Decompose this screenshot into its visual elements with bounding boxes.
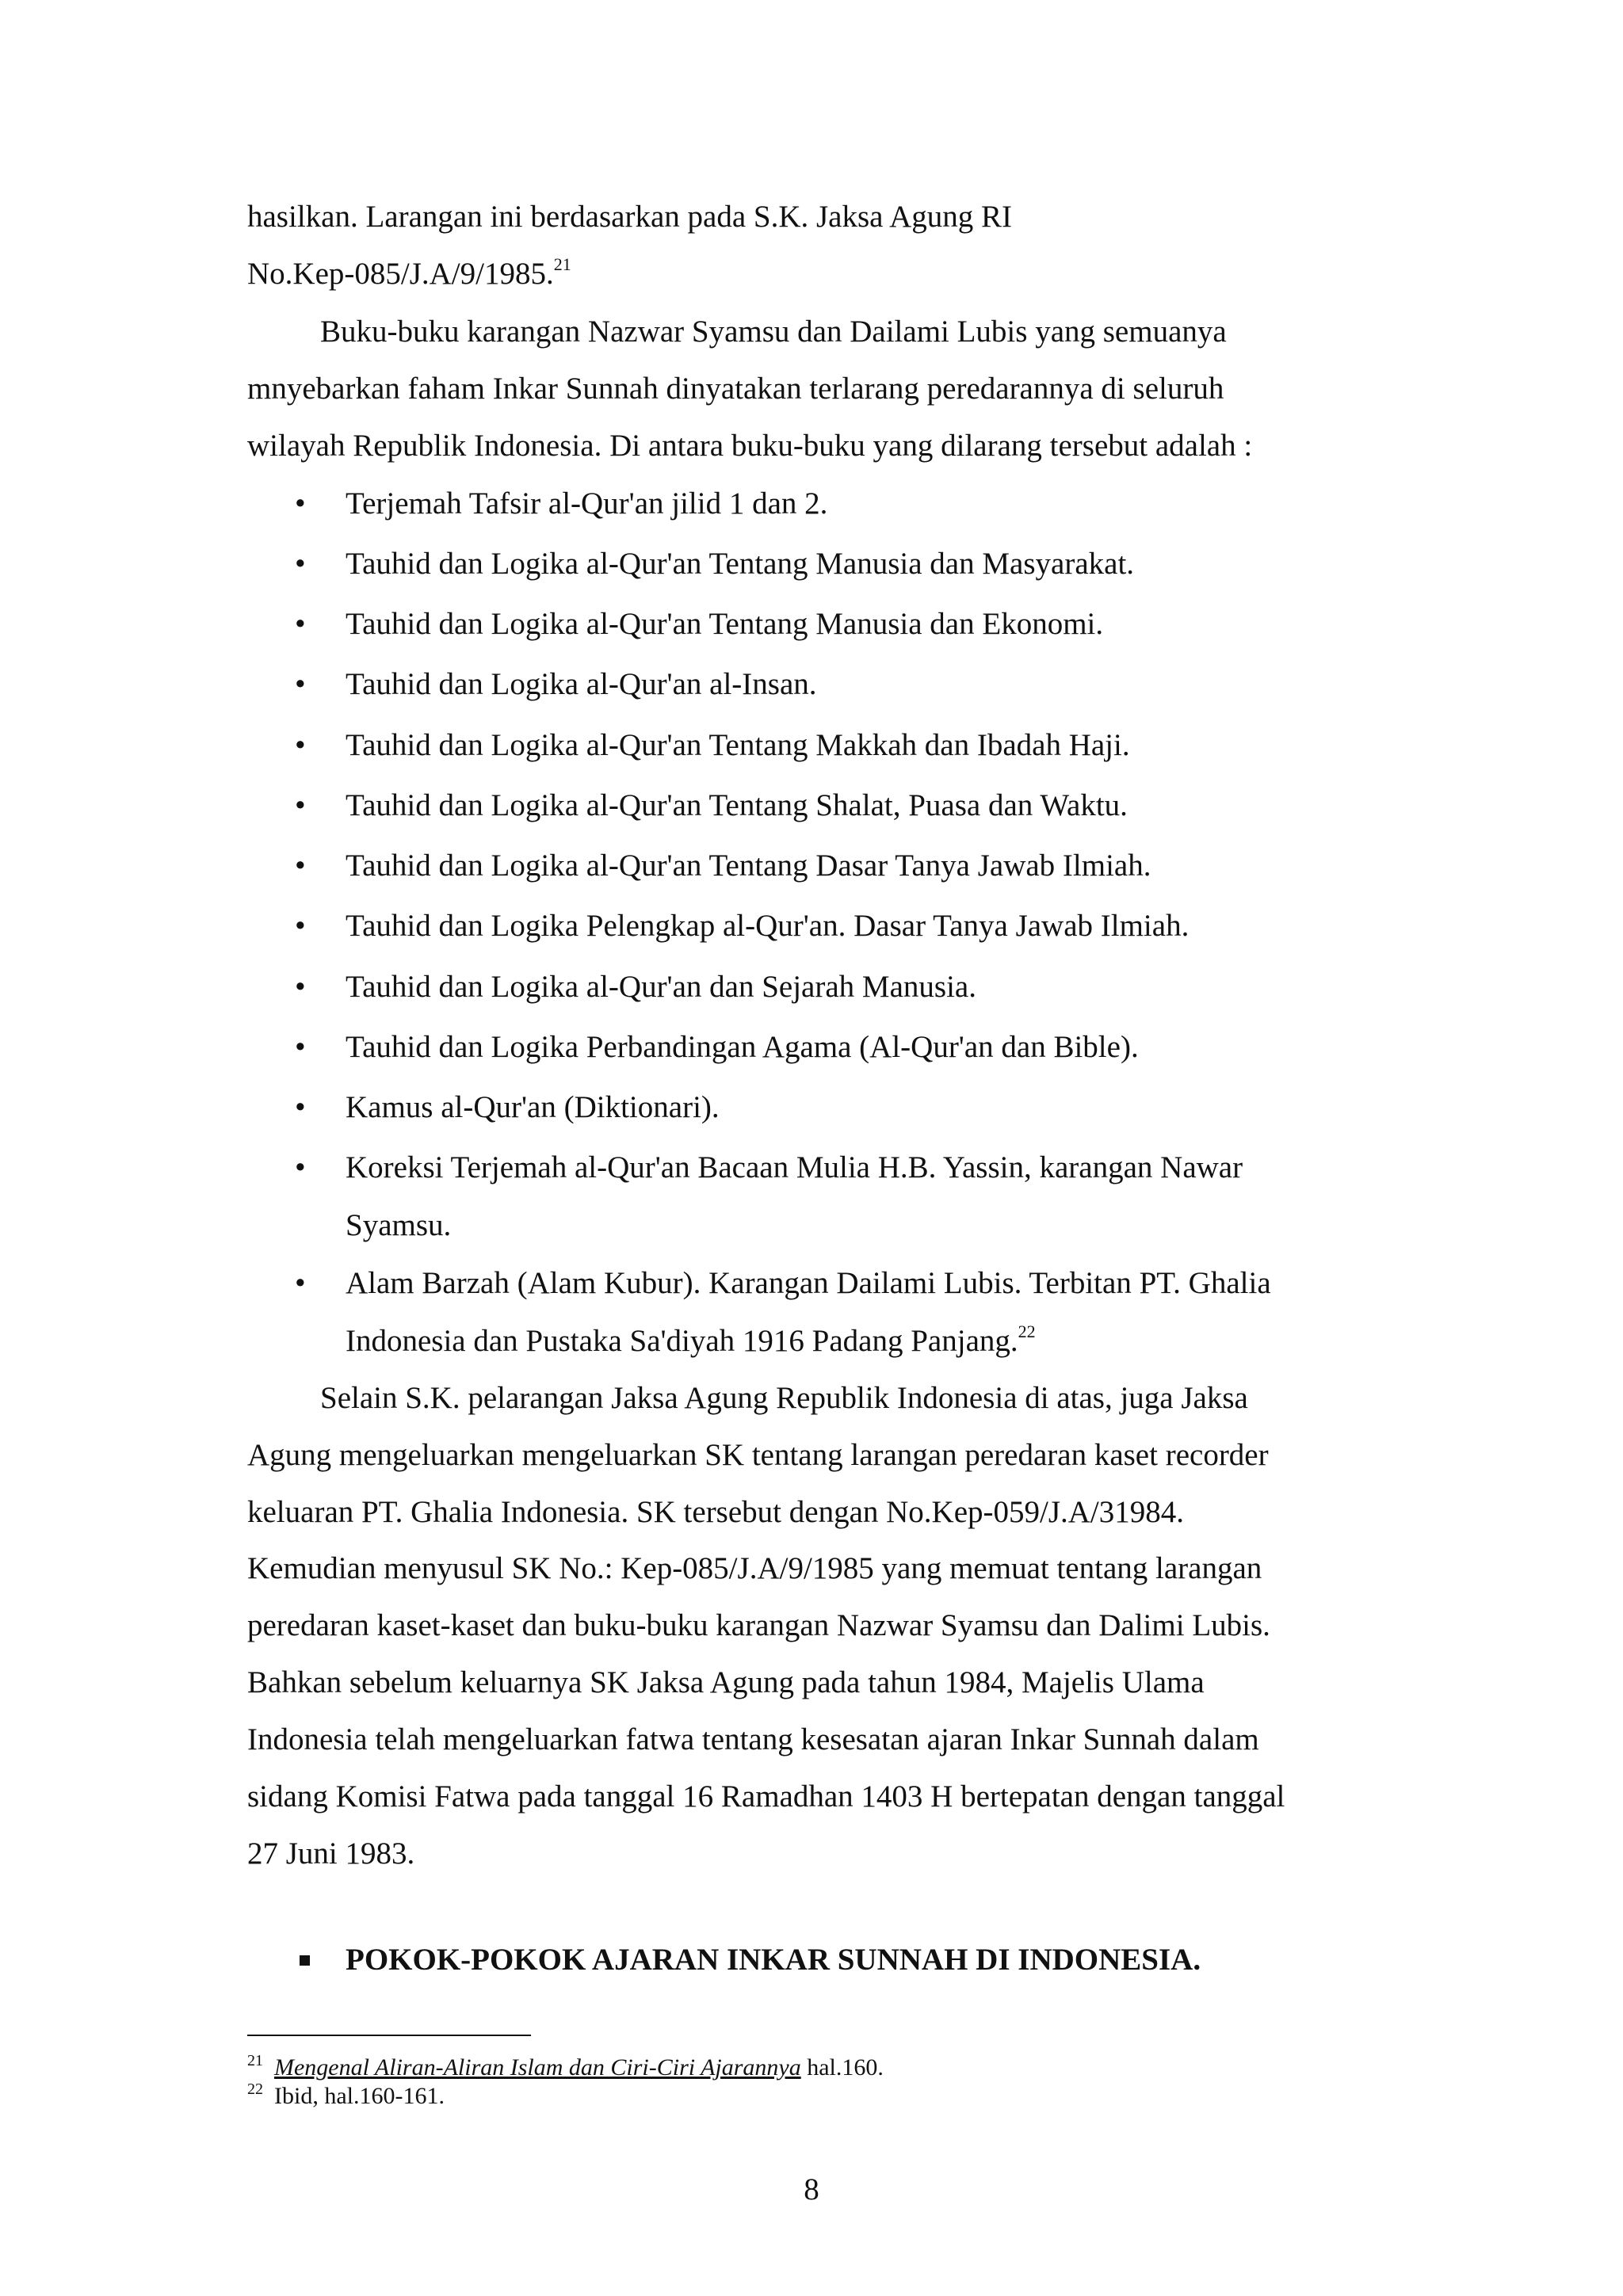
- para2-line-6: Bahkan sebelum keluarnya SK Jaksa Agung pada tahun 1984, Majelis Ulama: [247, 1665, 1205, 1699]
- body-line-3: Buku-buku karangan Nazwar Syamsu dan Dailami Lubis yang semuanya: [320, 315, 1227, 349]
- body-line-5: wilayah Republik Indonesia. Di antara buku-buku yang dilarang tersebut adalah :: [247, 429, 1253, 463]
- para2-line-9: 27 Juni 1983.: [247, 1836, 415, 1871]
- square-bullet-icon: [300, 1955, 310, 1966]
- para2-line-4: Kemudian menyusul SK No.: Kep-085/J.A/9/1985 yang memuat tentang larangan: [247, 1551, 1262, 1585]
- bullet-6: •: [295, 788, 306, 822]
- list-item-13-cont: [346, 1322, 1036, 1360]
- bullet-13: •: [295, 1266, 306, 1300]
- footnote-21-rest: hal.160.: [800, 2054, 884, 2081]
- bullet-2: •: [295, 547, 306, 581]
- bullet-1: •: [295, 486, 306, 521]
- body-line-2: [247, 255, 571, 293]
- para2-line-8: sidang Komisi Fatwa pada tanggal 16 Ramadhan 1403 H bertepatan dengan tanggal: [247, 1779, 1285, 1814]
- para2-line-5: peredaran kaset-kaset dan buku-buku karangan Nazwar Syamsu dan Dalimi Lubis.: [247, 1608, 1270, 1642]
- list-item-7: Tauhid dan Logika al-Qur'an Tentang Dasar Tanya Jawab Ilmiah.: [346, 849, 1151, 883]
- footnote-22: [247, 2076, 445, 2110]
- para2-line-2: Agung mengeluarkan mengeluarkan SK tentang larangan peredaran kaset recorder: [247, 1438, 1269, 1472]
- list-item-5: Tauhid dan Logika al-Qur'an Tentang Makkah dan Ibadah Haji.: [346, 728, 1130, 762]
- body-line-2-text: No.Kep-085/J.A/9/1985.: [247, 257, 554, 291]
- para2-line-1: Selain S.K. pelarangan Jaksa Agung Republik Indonesia di atas, juga Jaksa: [320, 1381, 1248, 1415]
- bullet-4: •: [295, 667, 306, 701]
- bullet-10: •: [295, 1030, 306, 1064]
- bullet-9: •: [295, 970, 306, 1004]
- list-item-12-cont: Syamsu.: [346, 1208, 452, 1242]
- body-line-1: hasilkan. Larangan ini berdasarkan pada S.K. Jaksa Agung RI: [247, 200, 1012, 234]
- section-heading: POKOK-POKOK AJARAN INKAR SUNNAH DI INDONESIA.: [346, 1943, 1201, 1977]
- footnote-22-number: 22: [247, 2081, 263, 2098]
- body-line-4: mnyebarkan faham Inkar Sunnah dinyatakan terlarang peredarannya di seluruh: [247, 372, 1224, 406]
- list-item-9: Tauhid dan Logika al-Qur'an dan Sejarah Manusia.: [346, 970, 976, 1004]
- list-item-4: Tauhid dan Logika al-Qur'an al-Insan.: [346, 667, 817, 701]
- list-item-8: Tauhid dan Logika Pelengkap al-Qur'an. Dasar Tanya Jawab Ilmiah.: [346, 909, 1190, 943]
- bullet-7: •: [295, 849, 306, 883]
- footnote-ref-22: 22: [1018, 1322, 1036, 1341]
- footnote-21-number: 21: [247, 2052, 263, 2069]
- bullet-3: •: [295, 607, 306, 641]
- list-item-11: Kamus al-Qur'an (Diktionari).: [346, 1090, 720, 1124]
- page-number: 8: [804, 2172, 819, 2206]
- footnote-22-text: Ibid, hal.160-161.: [274, 2083, 445, 2109]
- bullet-12: •: [295, 1150, 306, 1184]
- para2-line-3: keluaran PT. Ghalia Indonesia. SK tersebut dengan No.Kep-059/J.A/31984.: [247, 1495, 1185, 1529]
- bullet-11: •: [295, 1090, 306, 1124]
- list-item-6: Tauhid dan Logika al-Qur'an Tentang Shalat, Puasa dan Waktu.: [346, 788, 1128, 822]
- para2-line-7: Indonesia telah mengeluarkan fatwa tentang kesesatan ajaran Inkar Sunnah dalam: [247, 1722, 1259, 1756]
- bullet-8: •: [295, 909, 306, 943]
- list-item-2: Tauhid dan Logika al-Qur'an Tentang Manusia dan Masyarakat.: [346, 547, 1135, 581]
- list-item-13-cont-text: Indonesia dan Pustaka Sa'diyah 1916 Padang Panjang.: [346, 1324, 1018, 1358]
- list-item-3: Tauhid dan Logika al-Qur'an Tentang Manusia dan Ekonomi.: [346, 607, 1104, 641]
- list-item-1: Terjemah Tafsir al-Qur'an jilid 1 dan 2.: [346, 486, 828, 521]
- bullet-5: •: [295, 728, 306, 762]
- footnote-separator: [247, 2035, 531, 2036]
- list-item-12: Koreksi Terjemah al-Qur'an Bacaan Mulia H.B. Yassin, karangan Nawar: [346, 1150, 1243, 1184]
- list-item-13: Alam Barzah (Alam Kubur). Karangan Dailami Lubis. Terbitan PT. Ghalia: [346, 1266, 1271, 1300]
- footnote-21-title: Mengenal Aliran-Aliran Islam dan Ciri-Ciri Ajarannya: [274, 2054, 801, 2081]
- footnote-ref-21: 21: [553, 254, 571, 274]
- list-item-10: Tauhid dan Logika Perbandingan Agama (Al-Qur'an dan Bible).: [346, 1030, 1139, 1064]
